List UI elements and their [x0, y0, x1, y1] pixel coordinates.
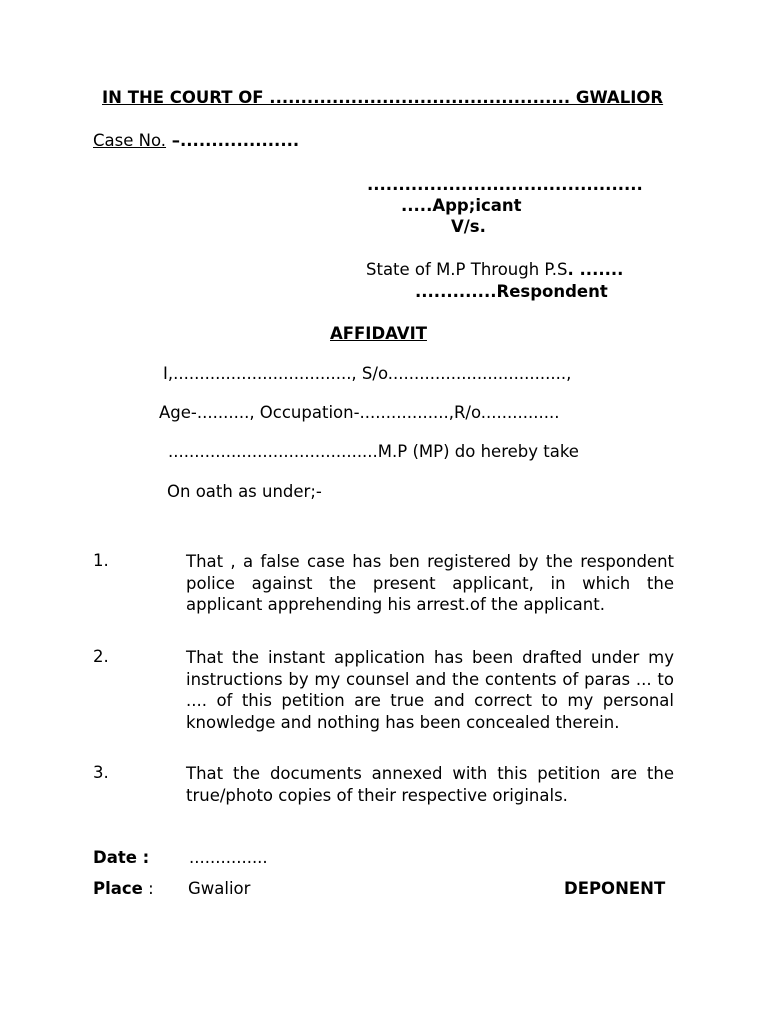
paragraph-number: 2.	[93, 647, 109, 666]
paragraph-number: 1.	[93, 551, 109, 570]
oath-line: On oath as under;-	[167, 482, 322, 501]
place-label-line	[93, 879, 154, 899]
affidavit-title: AFFIDAVIT	[330, 324, 427, 343]
deponent-address-line: ........................................M.P (MP) do hereby take	[168, 442, 579, 461]
versus-label: V/s.	[451, 217, 486, 236]
applicant-name-blank: ............................................	[367, 175, 643, 194]
date-value: ...............	[189, 848, 268, 867]
court-heading: IN THE COURT OF ................................................ GWALIOR	[102, 88, 664, 107]
deponent-name-line: I,.................................., S/o..................................,	[163, 364, 572, 383]
respondent-suffix: . .......	[567, 260, 624, 279]
paragraph-text: That , a false case has ben registered by the respondent police against the present applicant, in which the applicant apprehending his arrest.of the applicant.	[186, 552, 674, 614]
paragraph-text: That the documents annexed with this petition are the true/photo copies of their respective originals.	[186, 764, 674, 805]
place-label: Place	[93, 879, 143, 898]
place-value: Gwalior	[188, 879, 251, 898]
paragraph-number: 3.	[93, 763, 109, 782]
date-label: Date :	[93, 848, 150, 867]
applicant-label: .....App;icant	[401, 196, 522, 215]
deponent-age-line: Age-.........., Occupation-.................,R/o...............	[159, 403, 560, 422]
case-no-value: –...................	[166, 131, 300, 150]
place-colon: :	[142, 879, 154, 898]
respondent-label: .............Respondent	[415, 282, 608, 301]
case-no-label: Case No.	[93, 131, 167, 150]
respondent-line	[366, 260, 623, 280]
deponent-signature-label: DEPONENT	[564, 879, 666, 898]
case-number-line	[93, 131, 299, 151]
respondent-prefix: State of M.P Through P.S	[366, 260, 568, 279]
paragraph-text: That the instant application has been drafted under my instructions by my counsel and the contents of paras ... to .... of this petition are true and correct to my personal knowledge and nothing has been concealed therein.	[186, 648, 674, 732]
